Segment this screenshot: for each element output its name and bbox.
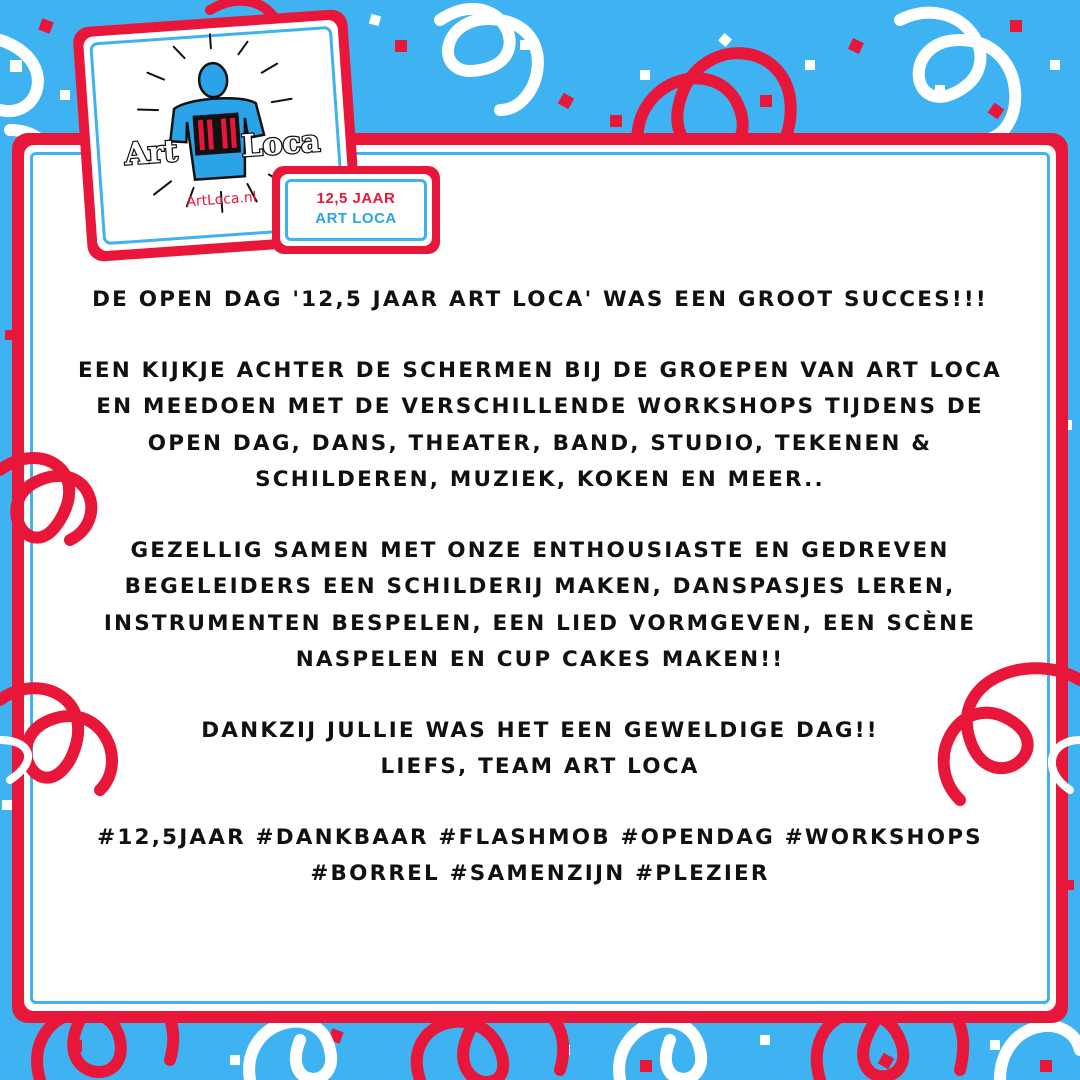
paragraph-1-line: EEN KIJKJE ACHTER DE SCHERMEN BIJ DE GROEPEN VAN ART LOCA — [78, 357, 1002, 383]
hashtags-line: #12,5JAAR #DANKBAAR #FLASHMOB #OPENDAG #WORKSHOPS — [97, 824, 983, 850]
paragraph-2-line: NASPELEN EN CUP CAKES MAKEN!! — [295, 647, 785, 672]
badge-years-text: 12,5 JAAR — [316, 190, 396, 207]
paragraph-1-line: OPEN DAG, DANS, THEATER, BAND, STUDIO, TEKENEN & — [147, 430, 933, 456]
badge-panel — [280, 174, 432, 246]
anniversary-badge — [272, 166, 440, 254]
hashtags-line: #BORREL #SAMENZIJN #PLEZIER — [310, 861, 770, 886]
closing-line: DANKZIJ JULLIE WAS HET EEN GEWELDIGE DAG!! — [201, 717, 879, 743]
headline-line: DE OPEN DAG '12,5 JAAR ART LOCA' WAS EEN GROOT SUCCES!!! — [92, 287, 988, 312]
paragraph-2-line: INSTRUMENTEN BESPELEN, EEN LIED VORMGEVEN, EEN SCÈNE — [103, 610, 977, 636]
paragraph-2-line: GEZELLIG SAMEN MET ONZE ENTHOUSIASTE EN GEDREVEN — [130, 537, 950, 563]
closing-line: LIEFS, TEAM ART LOCA — [380, 754, 700, 779]
badge-name-text: ART LOCA — [315, 210, 397, 227]
logo-word-art: Art — [123, 133, 179, 173]
paragraph-1-line: SCHILDEREN, MUZIEK, KOKEN EN MEER.. — [255, 467, 825, 492]
paragraph-2-line: BEGELEIDERS EEN SCHILDERIJ MAKEN, DANSPASJES LEREN, — [124, 574, 956, 599]
logo-word-loca: Loca — [240, 123, 322, 165]
paragraph-1-line: EN MEEDOEN MET DE VERSCHILLENDE WORKSHOPS TIJDENS DE — [96, 394, 984, 419]
logo-url: ArtLoca.nl — [185, 189, 258, 211]
